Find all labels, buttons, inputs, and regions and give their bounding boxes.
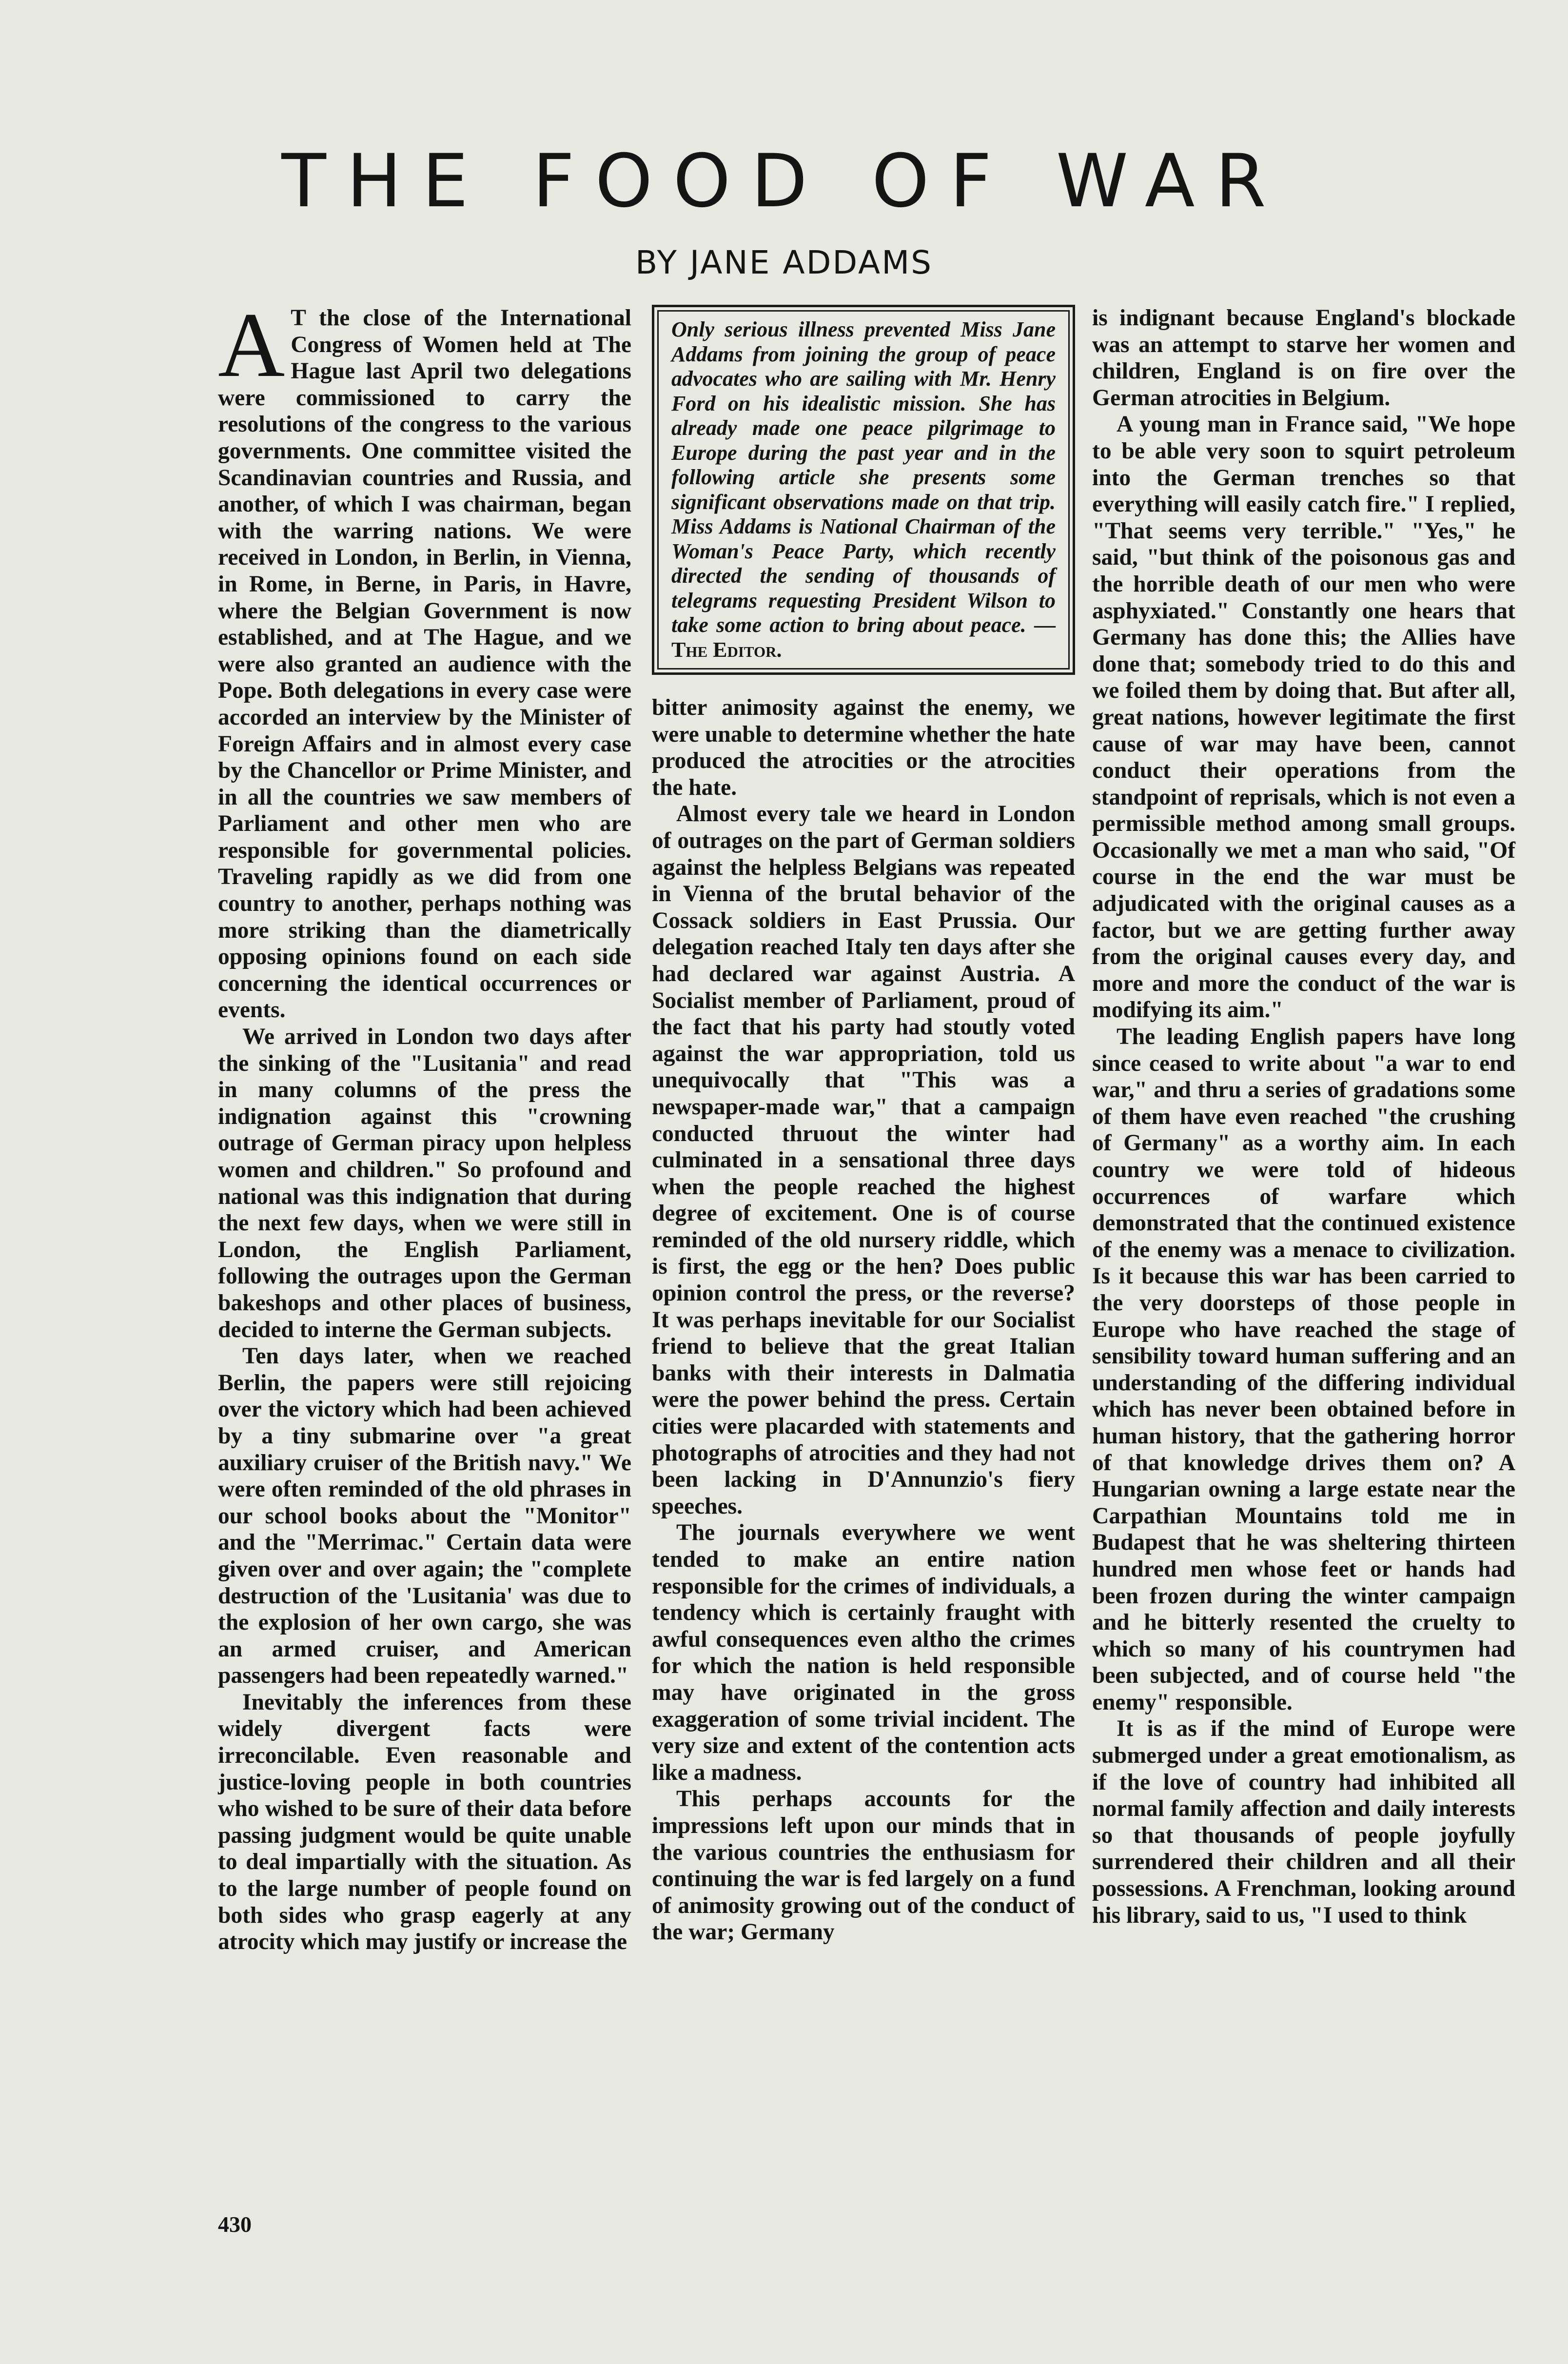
body-paragraph: The journals everywhere we went tended to make an entire nation responsible for the crimes of individuals, a tendency which is certainly fraught with awful consequences even altho the crimes for which the nation is held responsible may have originated in the gross exaggeration of some trivial incident. The very size and extent of the contention acts like a madness. [652, 1520, 1075, 1785]
column-1 [218, 294, 631, 1955]
drop-cap: A [218, 294, 285, 396]
body-paragraph: Ten days later, when we reached Berlin, the papers were still rejoicing over the victory which had been achieved by a tiny submarine over "a great auxiliary cruiser of the British navy." We were often reminded of the old phrases in our school books about the "Monitor" and the "Merrimac." Certain data were given over and over again; the "complete destruction of the 'Lusitania' was due to the explosion of her own cargo, she was an armed cruiser, and American passengers had been repeatedly warned." [218, 1343, 631, 1689]
column-3 [1092, 305, 1515, 1929]
article-byline: BY JANE ADDAMS [635, 244, 933, 281]
article-title: THE FOOD OF WAR [281, 139, 1287, 224]
column-2 [652, 305, 1075, 1946]
editor-signature: —The Editor. [671, 613, 1056, 662]
body-paragraph: It is as if the mind of Europe were submerged under a great emotionalism, as if the love of country had inhibited all normal family affection and daily interests so that thousands of people joyfully surrendered their children and all their possessions. A Frenchman, looking around his library, said to us, "I used to think [1092, 1716, 1515, 1928]
body-paragraph: The leading English papers have long since ceased to write about "a war to end war," and thru a series of gradations some of them have even reached "the crushing of Germany" as a worthy aim. In each country we were told of hideous occurrences of warfare which demonstrated that the continued existence of the enemy was a menace to civilization. Is it because this war has been carried to the very doorsteps of those people in Europe who have reached the stage of sensibility toward human suffering and an understanding of the differing individual which has never been obtained before in human history, that the gathering horror of that knowledge drives them on? A Hungarian owning a large estate near the Carpathian Mountains told me in Budapest that he was sheltering thirteen hundred men whose feet or hands had been frozen during the winter campaign and he bitterly resented the cruelty to which so many of his countrymen had been subjected, and of course held "the enemy" responsible. [1092, 1024, 1515, 1715]
body-paragraph: Almost every tale we heard in London of outrages on the part of German soldiers against the helpless Belgians was repeated in Vienna of the brutal behavior of the Cossack soldiers in East Prussia. Our delegation reached Italy ten days after she had declared war against Austria. A Socialist member of Parliament, proud of the fact that his party had stoutly voted against the war appropriation, told us unequivocally that "This was a newspaper-made war," that a campaign conducted thruout the winter had culminated in a sensational three days when the people reached the highest degree of excitement. One is of course reminded of the old nursery riddle, which is first, the egg or the hen? Does public opinion control the press, or the reverse? It was perhaps inevitable for our Socialist friend to believe that the great Italian banks with their interests in Dalmatia were the power behind the press. Certain cities were placarded with statements and photographs of atrocities and they had not been lacking in D'Annunzio's fiery speeches. [652, 801, 1075, 1519]
body-paragraph: Inevitably the inferences from these widely divergent facts were irreconcilable. Even reasonable and justice-loving people in both countries who wished to be sure of their data before passing judgment would be quite unable to deal impartially with the situation. As to the large number of people found on both sides who grasp eagerly at any atrocity which may justify or increase the [218, 1689, 631, 1955]
body-paragraph: bitter animosity against the enemy, we were unable to determine whether the hate produced the atrocities or the atrocities the hate. [652, 695, 1075, 800]
body-paragraph: A young man in France said, "We hope to be able very soon to squirt petroleum into the German trenches so that everything will easily catch fire." I replied, "That seems very terrible." "Yes," he said, "but think of the poisonous gas and the horrible death of our men who were asphyxiated." Constantly one hears that Germany has done this; the Allies have done that; somebody tried to do this and we foiled them by doing that. But after all, great nations, however legitimate the first cause of war may have been, cannot conduct their operations from the standpoint of reprisals, which is not even a permissible method among small groups. Occasionally we met a man who said, "Of course in the end the war must be adjudicated with the original causes as a factor, but we are getting further away from the original causes every day, and more and more the conduct of the war is modifying its aim." [1092, 412, 1515, 1023]
body-paragraph: is indignant because England's blockade was an attempt to starve her women and children, England is on fire over the German atrocities in Belgium. [1092, 305, 1515, 411]
body-paragraph: This perhaps accounts for the impressions left upon our minds that in the various countries the enthusiasm for continuing the war is fed largely on a fund of animosity growing out of the conduct of the war; Germany [652, 1786, 1075, 1945]
editor-note-text: Only serious illness prevented Miss Jane Addams from joining the group of peace advocates who are sailing with Mr. Henry Ford on his idealistic mission. She has already made one peace pilgrimage to Europe during the past year and in the following article she presents some significant observations made on that trip. Miss Addams is National Chairman of the Woman's Peace Party, which recently directed the sending of thousands of telegrams requesting President Wilson to take some action to bring about peace. [671, 317, 1056, 637]
page-number: 430 [218, 2212, 252, 2237]
editor-note-box [652, 305, 1075, 675]
editor-note [657, 310, 1070, 670]
body-paragraph: A T the close of the International Congress of Women held at The Hague last April two delegations were commissioned to carry the resolutions of the congress to the various governments. One committee visited the Scandinavian countries and Russia, and another, of which I was chairman, began with the warring nations. We were received in London, in Berlin, in Vienna, in Rome, in Berne, in Paris, in Havre, where the Belgian Government is now established, and at The Hague, and we were also granted an audience with the Pope. Both delegations in every case were accorded an interview by the Minister of Foreign Affairs and in almost every case by the Chancellor or Prime Minister, and in all the countries we saw members of Parliament and other men who are responsible for governmental policies. Traveling rapidly as we did from one country to another, perhaps nothing was more striking than the diametrically opposing opinions found on each side concerning the identical occurrences or events. [218, 294, 631, 1023]
body-paragraph: We arrived in London two days after the sinking of the "Lusitania" and read in many columns of the press the indignation against this "crowning outrage of German piracy upon helpless women and children." So profound and national was this indignation that during the next few days, when we were still in London, the English Parliament, following the outrages upon the German bakeshops and other places of business, decided to interne the German subjects. [218, 1024, 631, 1342]
